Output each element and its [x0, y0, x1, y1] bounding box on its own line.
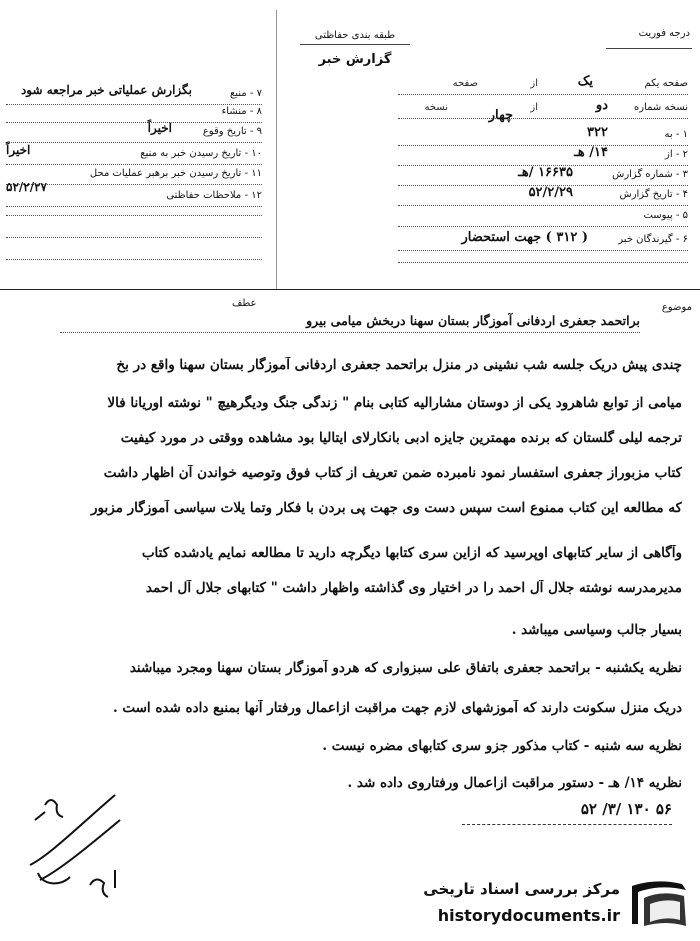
remark-line: نظریه یکشنبه - براتحمد جعفری باتفاق علی سبزواری که هردو آموزگار بستان سهنا ومجرد میباشند: [129, 660, 682, 676]
report-title: گزارش خبر: [318, 52, 392, 67]
field-security-notes: [6, 188, 262, 207]
left-blank-line-1: [6, 215, 262, 216]
field-attachment: [398, 208, 688, 227]
field-page-label: صفحه یکم: [644, 78, 688, 89]
remark-line: نظریه ۱۴/ هـ - دستور مراقبت ازاعمال ورفتاروی داده شد .: [347, 775, 682, 791]
field-to: [398, 127, 688, 146]
watermark-url: historydocuments.ir: [437, 906, 620, 925]
remark-line: دریک منزل سکونت دارند که آموزشهای لازم جهت مراقبت ازاعمال ورفتار آنها بمنبع داده شده است .: [112, 700, 682, 716]
field-page-tail: صفحه: [452, 78, 478, 89]
field-news-to-source-date-value: اخیراً: [6, 143, 31, 157]
field-news-to-source-date: [6, 143, 262, 165]
body-line: میامی از توابع شاهرود یکی از دوستان مشارالیه کتابی بنام " زندگی جنگ ودیگرهیچ " نوشته اوریانا فالا: [107, 395, 682, 411]
field-copy-mid: از: [530, 102, 538, 113]
field-copy: [398, 98, 688, 123]
field-report-date-label: ۴ - تاریخ گزارش: [619, 189, 688, 200]
field-page-mid: از: [530, 78, 538, 89]
field-to-label: ۱ - به: [664, 129, 688, 140]
security-classification-line: [300, 44, 410, 45]
field-report-number-label: ۳ - شماره گزارش: [612, 169, 688, 180]
field-report-date: [398, 187, 688, 206]
field-source-value: بگزارش عملیاتی خبر مراجعه شود: [20, 83, 192, 97]
archive-logo-icon: [626, 876, 692, 932]
subject-line: [60, 332, 640, 333]
priority-label: درجه فوریت: [638, 28, 690, 39]
field-security-notes-label: ۱۲ - ملاحظات حفاظتی: [166, 190, 262, 201]
body-line: ترجمه لیلی گلستان که برنده مهمترین جایزه ادبی بانکارلای ایتالیا بود مشاهده ووقتی در مورد کیفیت: [120, 430, 682, 446]
field-occurrence-date-label: ۹ - تاریخ وقوع: [202, 126, 262, 137]
body-line: که مطالعه این کتاب ممنوع است سپس دست وی جهت پی بردن با فکار وتما یلات سیاسی آموزگار مزبور: [91, 500, 682, 516]
field-recipients-line2: [398, 262, 688, 263]
body-line: بسیار جالب وسیاسی میباشد .: [511, 622, 682, 638]
field-page: [398, 76, 688, 95]
field-page-value: یک: [577, 74, 593, 89]
field-copy-label: نسخه شماره: [634, 102, 688, 113]
body-line: مدیرمدرسه نوشته جلال آل احمد را در اختیار وی گذاشته واظهار داشت " کتابهای جلال آل احمد: [145, 580, 682, 596]
field-from-label: ۲ - از: [665, 149, 688, 160]
remark-line: نظریه سه شنبه - کتاب مذکور جزو سری کتابهای مضره نیست .: [322, 738, 682, 754]
header-column-divider: [276, 10, 277, 289]
field-news-to-operations-date-value: ۵۲/۲/۲۷: [6, 180, 47, 194]
left-blank-line-2: [6, 237, 262, 238]
receipt-stamp: [462, 796, 672, 836]
stamp-line: [462, 824, 672, 825]
field-occurrence-date: [6, 121, 262, 143]
field-recipients: [398, 232, 688, 251]
subject-text: براتحمد جعفری اردفانی آموزگار بستان سهنا دربخش میامی بیرو: [306, 313, 640, 328]
field-recipients-value: ( ۳۱۲ ) جهت استحضار: [461, 230, 588, 245]
subject-label: موضوع: [661, 302, 692, 313]
field-from: [398, 147, 688, 166]
body-line: چندی پیش دریک جلسه شب نشینی در منزل براتحمد جعفری اردفانی آموزگار بستان سهنا واقع در بخ: [116, 357, 682, 373]
field-to-value: ۳۲۲: [587, 125, 608, 140]
field-attachment-label: ۵ - پیوست: [643, 210, 688, 221]
reference-label: عطف: [232, 298, 257, 309]
field-news-to-operations-date-label: ۱۱ - تاریخ رسیدن خبر برهبر عملیات محل: [89, 168, 262, 179]
field-from-value: ۱۴/ هـ: [574, 145, 608, 160]
field-news-to-operations-date: [6, 166, 262, 194]
body-line: کتاب مزبوراز جعفری استفسار نمود نامبرده ضمن تعریف از کتاب فوق وتوصیه خواندن آن اظهار داشت: [103, 465, 682, 481]
stamp-text: ۵۶ ۱۳۰ /۳/ ۵۲: [580, 800, 672, 818]
field-source-label: ۷ - منبع: [229, 88, 262, 99]
body-line: وآگاهی از سایر کتابهای اوپرسید که ازاین سری کتابها دیگرچه دارید تا مطالعه نمایم یادشده کتاب: [141, 545, 682, 561]
field-copy-value2: دو: [595, 98, 608, 113]
watermark-name: مرکز بررسی اسناد تاریخی: [423, 880, 620, 898]
handwritten-signature: [20, 785, 150, 905]
field-origin: [6, 104, 262, 123]
field-source: [6, 83, 262, 105]
header-divider: [0, 289, 700, 290]
field-origin-label: ۸ - منشاء: [221, 106, 262, 117]
left-blank-line-3: [6, 259, 262, 260]
security-classification-label: طبقه بندی حفاظتی: [314, 30, 396, 41]
field-news-to-source-date-label: ۱۰ - تاریخ رسیدن خبر به منبع: [140, 148, 262, 159]
field-copy-tail: نسخه: [424, 102, 448, 113]
field-occurrence-date-value: اخیراً: [147, 121, 172, 135]
field-report-date-value: ۵۲/۲/۲۹: [528, 185, 573, 200]
field-copy-value: چهار: [488, 108, 513, 123]
field-report-number-value: ۱۶۶۳۵ /هـ: [518, 165, 573, 180]
field-recipients-label: ۶ - گیرندگان خبر: [618, 234, 688, 245]
field-report-number: [398, 167, 688, 186]
